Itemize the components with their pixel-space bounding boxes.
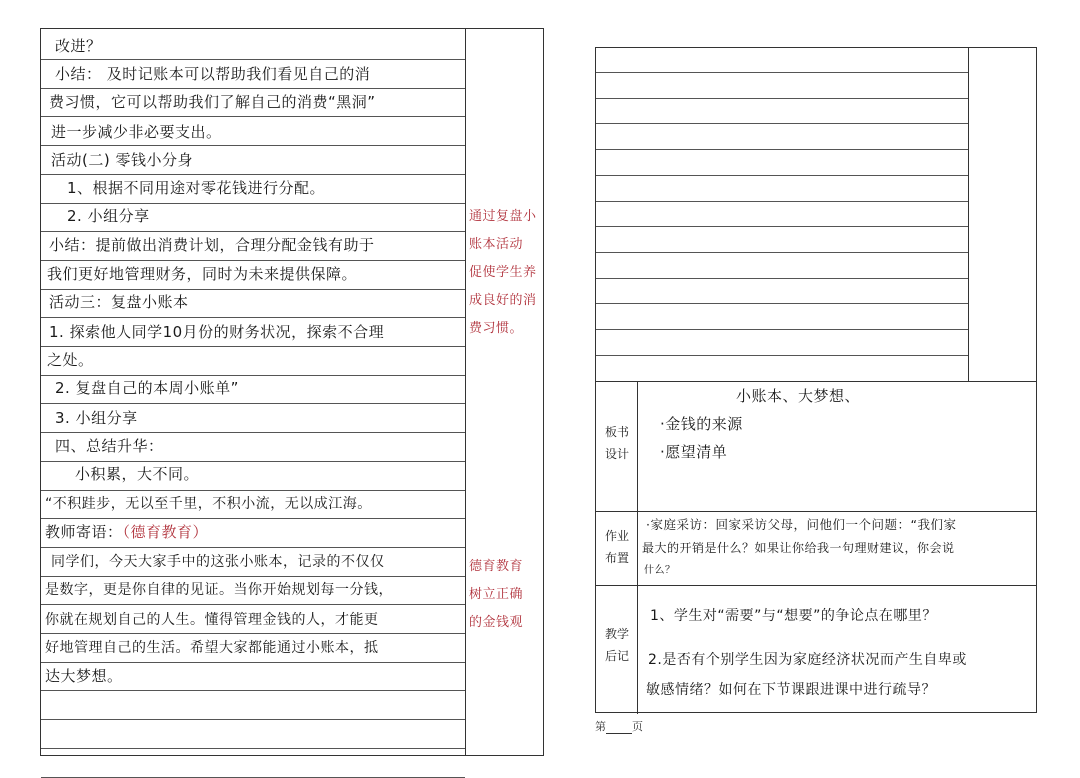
- line-text: 你就在规划自己的人生。懂得管理金钱的人，才能更: [45, 612, 379, 628]
- ruled-line: [41, 604, 465, 605]
- reflection-line: 1、学生对“需要”与“想要”的争论点在哪里？: [650, 608, 937, 624]
- ruled-line: [41, 59, 465, 60]
- ruled-line: [41, 174, 465, 175]
- homework-line: 什么？: [644, 565, 676, 576]
- ruled-line: [41, 690, 465, 691]
- ruled-line: [41, 662, 465, 663]
- ruled-line: [41, 116, 465, 117]
- ruled-line: [596, 149, 968, 150]
- margin-note: 促使学生养: [469, 265, 537, 280]
- ruled-line: [596, 175, 968, 176]
- board-design-section: [596, 381, 1036, 511]
- line-text: 之处。: [47, 351, 94, 369]
- right-lesson-page: [595, 47, 1037, 713]
- ruled-line: [41, 518, 465, 519]
- teaching-reflection-section: [596, 585, 1036, 714]
- section-heading: 活动三：复盘小账本: [49, 293, 189, 311]
- board-title: 小账本、大梦想、: [736, 387, 861, 405]
- line-text: 小结： 及时记账本可以帮助我们看见自己的消: [55, 65, 371, 83]
- ruled-line: [41, 289, 465, 290]
- teacher-message-label: 教师寄语：（德育教育）: [45, 523, 209, 541]
- margin-column-divider: [968, 48, 969, 381]
- ruled-line: [41, 547, 465, 548]
- ruled-line: [41, 375, 465, 376]
- ruled-line: [41, 88, 465, 89]
- section-heading: 活动(二) 零钱小分身: [51, 151, 193, 169]
- line-text: 2. 小组分享: [67, 207, 150, 225]
- ruled-line: [41, 346, 465, 347]
- ruled-line: [41, 490, 465, 491]
- ruled-line: [41, 403, 465, 404]
- ruled-line: [596, 201, 968, 202]
- board-item: ·愿望清单: [660, 443, 728, 461]
- line-text: 进一步减少非必要支出。: [51, 123, 222, 141]
- page-number-footer: 第 页: [595, 720, 643, 733]
- ruled-line: [41, 777, 465, 778]
- section-divider: [596, 585, 1036, 586]
- ruled-line: [41, 461, 465, 462]
- homework-line: ·家庭采访：回家采访父母，问他们一个问题：“我们家: [646, 517, 957, 532]
- board-item: ·金钱的来源: [660, 415, 743, 433]
- ruled-line: [41, 719, 465, 720]
- line-text: 好地管理自己的生活。希望大家都能通过小账本，抵: [45, 640, 379, 656]
- line-text: 改进？: [55, 37, 102, 55]
- ruled-line: [41, 260, 465, 261]
- line-text: 2. 复盘自己的本周小账单”: [55, 379, 239, 397]
- left-lesson-page: [40, 28, 544, 756]
- ruled-line: [596, 72, 968, 73]
- ruled-line: [41, 145, 465, 146]
- ruled-line: [596, 123, 968, 124]
- line-text: 我们更好地管理财务，同时为未来提供保障。: [47, 265, 358, 283]
- ruled-line: [41, 576, 465, 577]
- ruled-line: [596, 355, 968, 356]
- line-text: 同学们，今天大家手中的这张小账本，记录的不仅仅: [51, 554, 385, 570]
- line-text: 是数字，更是你自律的见证。当你开始规划每一分钱，: [45, 582, 393, 598]
- ruled-line: [596, 226, 968, 227]
- margin-note: 通过复盘小: [469, 209, 537, 224]
- ruled-line: [596, 252, 968, 253]
- reflection-line: 敏感情绪？如何在下节课跟进课中进行疏导？: [646, 682, 936, 698]
- reflection-line: 2.是否有个别学生因为家庭经济状况而产生自卑或: [648, 652, 967, 668]
- section-divider: [596, 381, 1036, 382]
- margin-column-divider: [465, 29, 466, 755]
- section-heading: 四、总结升华：: [55, 437, 164, 455]
- ruled-line: [596, 303, 968, 304]
- page-number-blank: [606, 723, 632, 734]
- quote-text: “不积跬步，无以至千里，不积小流，无以成江海。: [45, 496, 372, 512]
- homework-section: [596, 511, 1036, 585]
- inline-red-annotation: （德育教育）: [122, 523, 209, 541]
- line-text: 费习惯，它可以帮助我们了解自己的消费“黑洞”: [49, 93, 376, 111]
- board-design-label: 板书 设计: [604, 425, 629, 461]
- ruled-line: [41, 231, 465, 232]
- line-text: 1. 探索他人同学10月份的财务状况，探索不合理: [49, 323, 385, 341]
- ruled-line: [41, 432, 465, 433]
- line-text: 小积累，大不同。: [75, 465, 200, 483]
- section-divider: [596, 511, 1036, 512]
- margin-note: 的金钱观: [469, 615, 524, 630]
- reflection-label: 教学 后记: [604, 627, 629, 663]
- line-text: 达大梦想。: [45, 667, 123, 685]
- ruled-line: [41, 203, 465, 204]
- homework-label: 作业 布置: [604, 529, 629, 565]
- ruled-line: [596, 98, 968, 99]
- ruled-line: [41, 748, 465, 749]
- margin-note: 费习惯。: [469, 321, 524, 336]
- margin-note: 账本活动: [469, 237, 524, 252]
- ruled-line: [596, 278, 968, 279]
- ruled-line: [41, 317, 465, 318]
- line-text: 3. 小组分享: [55, 409, 138, 427]
- ruled-line: [41, 633, 465, 634]
- ruled-line: [596, 329, 968, 330]
- homework-line: 最大的开销是什么？如果让你给我一句理财建议，你会说: [642, 541, 955, 555]
- margin-note: 成良好的消: [469, 293, 537, 308]
- margin-note: 树立正确: [469, 587, 524, 602]
- line-text: 小结：提前做出消费计划，合理分配金钱有助于: [49, 236, 375, 254]
- margin-note: 德育教育: [469, 559, 524, 574]
- line-text: 1、根据不同用途对零花钱进行分配。: [67, 179, 326, 197]
